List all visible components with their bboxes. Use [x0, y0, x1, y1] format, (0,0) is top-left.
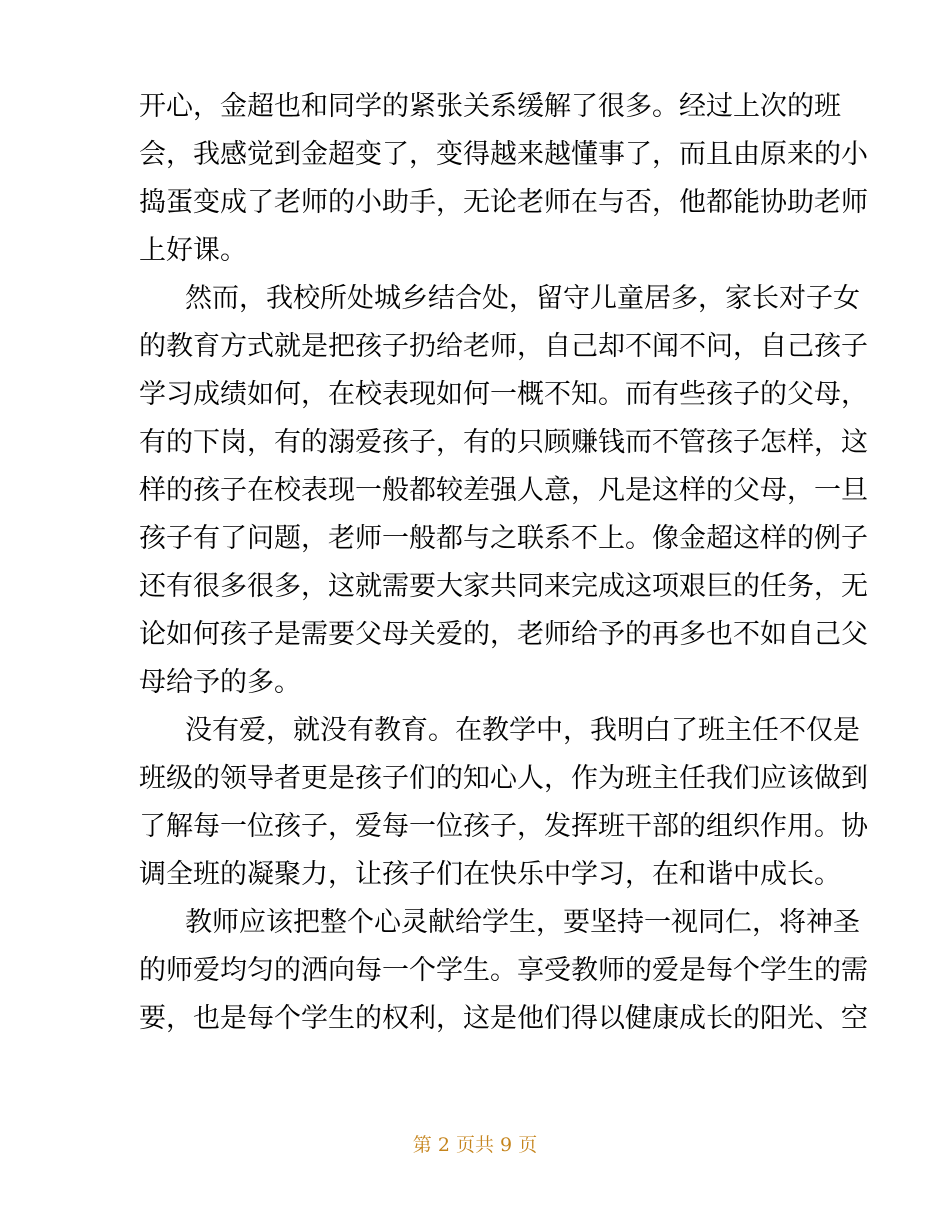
text-line: 捣蛋变成了老师的小助手，无论老师在与否，他都能协助老师: [139, 187, 868, 218]
footer-suffix: 页: [518, 1134, 538, 1156]
text-line: 教师应该把整个心灵献给学生，要坚持一视同仁，将神圣: [185, 907, 860, 938]
text-line: 调全班的凝聚力，让孩子们在快乐中学习，在和谐中成长。: [139, 859, 841, 890]
text-line: 孩子有了问题，老师一般都与之联系不上。像金超这样的例子: [139, 523, 868, 554]
page-footer: [0, 1131, 950, 1159]
text-line: 母给予的多。: [139, 667, 301, 698]
text-line: 学习成绩如何，在校表现如何一概不知。而有些孩子的父母，: [139, 379, 868, 410]
text-line: 样的孩子在校表现一般都较差强人意，凡是这样的父母，一旦: [139, 475, 868, 506]
text-line: 开心，金超也和同学的紧张关系缓解了很多。经过上次的班: [139, 91, 841, 122]
text-line: 的师爱均匀的洒向每一个学生。享受教师的爱是每个学生的需: [139, 955, 868, 986]
text-line: 会，我感觉到金超变了，变得越来越懂事了，而且由原来的小: [139, 139, 868, 170]
footer-middle: 页共: [455, 1134, 494, 1156]
text-line: 没有爱，就没有教育。在教学中，我明白了班主任不仅是: [185, 715, 860, 746]
text-line: 要，也是每个学生的权利，这是他们得以健康成长的阳光、空: [139, 1003, 868, 1034]
text-line: 论如何孩子是需要父母关爱的，老师给予的再多也不如自己父: [139, 619, 868, 650]
current-page-number: 2: [437, 1134, 450, 1156]
text-line: 上好课。: [139, 235, 247, 266]
total-page-count: 9: [500, 1134, 513, 1156]
text-line: 还有很多很多，这就需要大家共同来完成这项艰巨的任务，无: [139, 571, 868, 602]
text-line: 班级的领导者更是孩子们的知心人，作为班主任我们应该做到: [139, 763, 868, 794]
text-line: 了解每一位孩子，爱每一位孩子，发挥班干部的组织作用。协: [139, 811, 868, 842]
text-line: 的教育方式就是把孩子扔给老师，自己却不闻不问，自己孩子: [139, 331, 868, 362]
text-line: 然而，我校所处城乡结合处，留守儿童居多，家长对子女: [185, 283, 860, 314]
text-line: 有的下岗，有的溺爱孩子，有的只顾赚钱而不管孩子怎样，这: [139, 427, 868, 458]
footer-prefix: 第: [412, 1134, 432, 1156]
